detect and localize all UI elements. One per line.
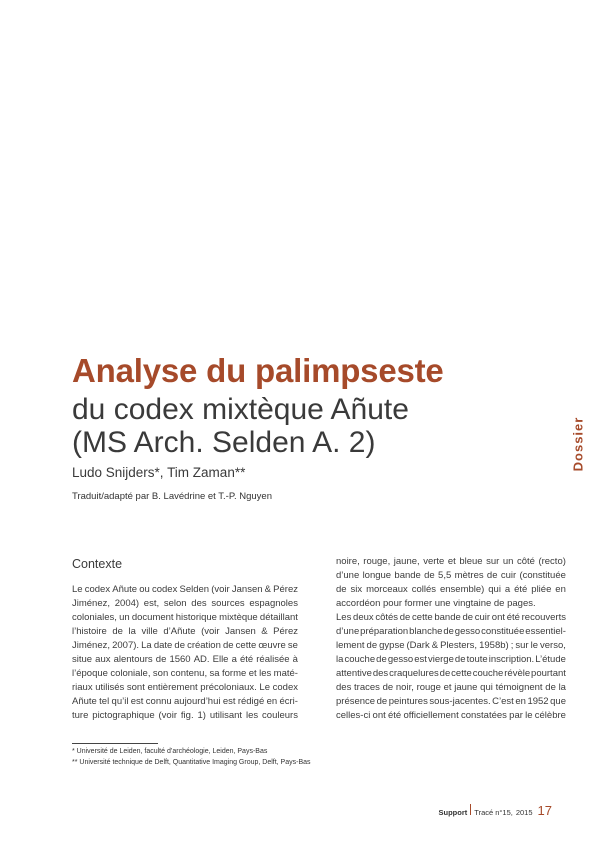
text-line: présence de peintures sous-jacentes. C’est en 1952 que xyxy=(336,696,566,707)
text-line: celles-ci ont été officiellement constatées par le célèbre xyxy=(336,710,566,721)
text-line: lement de gypse (Dark & Plesters, 1958b) ; sur le verso, xyxy=(336,640,566,651)
title-sub-line1: du codex mixtèque Añute xyxy=(72,393,409,426)
text-line: coloniales, un document historique mixtèque détaillant xyxy=(72,612,298,623)
text-line: l’histoire de la ville d’Añute (voir Jansen & Pérez xyxy=(72,626,298,637)
footer-divider xyxy=(470,804,471,815)
text-line: l’époque coloniale, son contenu, sa forme et les maté- xyxy=(72,668,298,679)
text-line: Añute tel qu’il est connu aujourd’hui est rédigé en écri- xyxy=(72,696,298,707)
body-column-left xyxy=(72,583,298,723)
footnote-divider xyxy=(72,743,158,744)
text-line: accordéon pour former une vingtaine de pages. xyxy=(336,598,536,609)
translator-credit: Traduit/adapté par B. Lavédrine et T.-P. Nguyen xyxy=(72,491,272,502)
text-line: noire, rouge, jaune, verte et bleue sur un côté (recto) xyxy=(336,556,566,567)
text-line: riaux utilisés sont entièrement précoloniaux. Le codex xyxy=(72,682,298,693)
text-line: d’une longue bande de 5,5 mètres de cuir (constituée xyxy=(336,570,566,581)
section-heading: Contexte xyxy=(72,557,123,571)
text-line: la couche de gesso est vierge de toute inscription. L’étude xyxy=(336,654,566,665)
text-line: Jiménez, 2004) est, selon des sources espagnoles xyxy=(72,598,298,609)
text-line: Les deux côtés de cette bande de cuir ont été recouverts xyxy=(336,612,566,623)
text-line: Le codex Añute ou codex Selden (voir Jansen & Pérez xyxy=(72,584,298,595)
issue-year: 2015 xyxy=(515,808,533,817)
footnotes xyxy=(72,747,311,768)
text-line: d’une préparation blanche de gesso constituée essentiel- xyxy=(336,626,566,637)
text-line: situe aux alentours de 1560 AD. Elle a été réalisée à xyxy=(72,654,298,665)
side-label-text: Dossier xyxy=(570,416,586,472)
text-line: Jiménez, 2007). La date de création de cette œuvre se xyxy=(72,640,298,651)
issue-label: Tracé n°15, xyxy=(474,808,513,817)
footnote: ** Université technique de Delft, Quantitative Imaging Group, Delft, Pays-Bas xyxy=(72,758,311,766)
text-line: attentive des craquelures de cette couche révèle pourtant xyxy=(336,668,566,679)
body-column-right xyxy=(336,555,566,723)
page-number: 17 xyxy=(537,803,552,818)
text-line: de six morceaux collés ensemble) qui a été pliée en xyxy=(336,584,566,595)
page-footer xyxy=(439,803,552,818)
title-main: Analyse du palimpseste xyxy=(72,352,444,389)
journal-name: Support xyxy=(438,808,468,817)
authors: Ludo Snijders*, Tim Zaman** xyxy=(72,465,246,480)
text-line: des traces de noir, rouge et jaune qui témoignent de la xyxy=(336,682,566,693)
text-line: ture pictographique (voir fig. 1) utilisant les couleurs xyxy=(72,710,298,721)
title-sub-line2: (MS Arch. Selden A. 2) xyxy=(72,426,376,459)
footnote: * Université de Leiden, faculté d’archéologie, Leiden, Pays-Bas xyxy=(72,748,268,755)
section-side-label xyxy=(571,414,585,474)
